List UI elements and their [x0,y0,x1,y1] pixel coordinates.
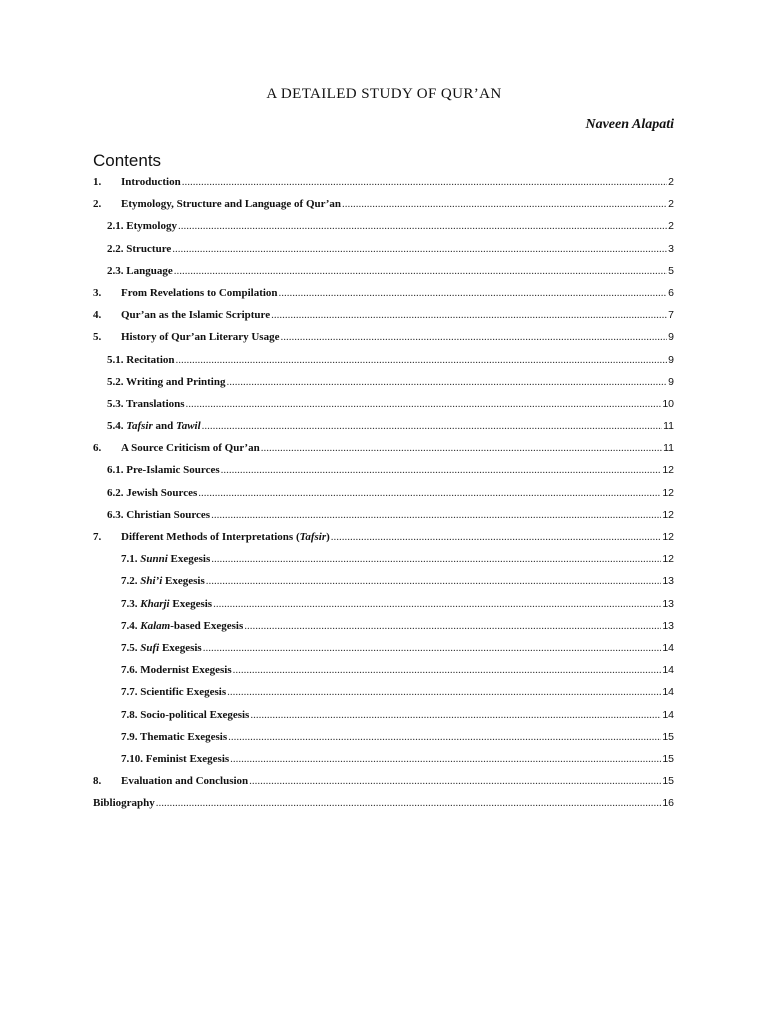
toc-dot-leader [280,326,667,348]
toc-entry-label: 7.3. Kharji Exegesis [121,597,213,610]
toc-entry-page: 3 [668,242,674,255]
toc-dot-leader [156,792,662,814]
toc-entry[interactable] [93,349,674,371]
toc-entry[interactable] [93,770,674,792]
toc-dot-leader [198,482,661,504]
toc-entry-page: 13 [662,597,674,610]
toc-entry[interactable] [93,548,674,570]
toc-entry[interactable] [93,504,674,526]
toc-entry-page: 12 [662,553,674,566]
toc-dot-leader [206,570,662,592]
toc-dot-leader [174,260,667,282]
toc-entry-page: 2 [668,198,674,211]
toc-entry[interactable] [93,459,674,481]
toc-entry-label: 6.1. Pre-Islamic Sources [107,464,220,477]
toc-entry-number: 7. [93,531,102,543]
toc-entry-page: 9 [668,375,674,388]
toc-entry-number: 6. [93,442,102,455]
toc-entry[interactable] [93,482,674,504]
toc-entry[interactable] [93,193,674,215]
toc-entry-page: 11 [663,420,674,433]
toc-entry[interactable] [93,371,674,393]
toc-entry-page: 14 [662,686,674,699]
toc-entry-label: 7.10. Feminist Exegesis [121,752,230,765]
toc-entry-label: 7.4. Kalam-based Exegesis [121,619,244,632]
toc-entry[interactable] [93,415,674,437]
toc-dot-leader [244,615,661,637]
toc-entry[interactable] [93,637,674,659]
toc-entry-label: 2.2. Structure [107,242,172,255]
toc-dot-leader [172,238,667,260]
toc-dot-leader [331,526,662,548]
toc-entry-number: 5. [93,331,102,344]
toc-entry-page: 13 [662,575,674,588]
toc-entry-label: From Revelations to Compilation [121,286,278,299]
toc-dot-leader [271,304,667,326]
toc-entry[interactable] [93,260,674,282]
contents-heading: Contents [93,151,162,170]
toc-entry-label: A Source Criticism of Qur’an [121,442,260,455]
toc-entry-page: 14 [662,664,674,677]
toc-dot-leader [211,504,661,526]
toc-entry-label: Qur’an as the Islamic Scripture [121,309,271,322]
toc-entry-label: 7.7. Scientific Exegesis [121,686,227,699]
toc-dot-leader [233,659,662,681]
toc-entry-page: 11 [663,442,674,455]
toc-entry-label: 5.4. Tafsir and Tawil [107,420,201,433]
toc-entry[interactable] [93,659,674,681]
toc-entry-label: Etymology, Structure and Language of Qur’an [121,198,342,211]
toc-entry-number: 3. [93,286,102,299]
toc-entry[interactable] [93,171,674,193]
toc-entry-label: 2.3. Language [107,264,173,277]
toc-entry-number: 8. [93,775,102,788]
toc-dot-leader [279,282,668,304]
toc-entry-label: 7.2. Shi’i Exegesis [121,575,205,588]
toc-dot-leader [221,459,662,481]
toc-entry-label: 7.8. Socio-political Exegesis [121,708,250,721]
toc-entry-number: 1. [93,176,102,188]
toc-entry-label: 6.3. Christian Sources [107,508,211,521]
toc-entry[interactable] [93,792,674,814]
toc-entry-label: 5.1. Recitation [107,353,175,366]
toc-entry-page: 2 [668,176,674,188]
toc-entry-number: 4. [93,309,102,322]
toc-entry-label: 5.3. Translations [107,397,185,410]
toc-entry-label: History of Qur’an Literary Usage [121,331,280,344]
toc-dot-leader [211,548,661,570]
toc-dot-leader [228,726,661,748]
toc-entry-label: 6.2. Jewish Sources [107,486,198,499]
table-of-contents [93,171,674,814]
toc-entry[interactable] [93,570,674,592]
toc-entry-page: 5 [668,264,674,277]
toc-entry-page: 12 [662,508,674,521]
toc-entry-label: 5.2. Writing and Printing [107,375,226,388]
toc-dot-leader [226,371,667,393]
toc-entry[interactable] [93,704,674,726]
toc-entry[interactable] [93,238,674,260]
toc-entry[interactable] [93,726,674,748]
author-name: Naveen Alapati [585,117,674,132]
toc-entry-page: 14 [662,708,674,721]
toc-entry-page: 2 [668,220,674,233]
toc-entry-label: 2.1. Etymology [107,220,177,233]
toc-entry[interactable] [93,215,674,237]
toc-entry-label: Introduction [121,176,181,188]
toc-entry-page: 15 [662,752,674,765]
toc-entry-label: 7.5. Sufi Exegesis [121,641,202,654]
toc-dot-leader [213,593,661,615]
toc-entry-label: Evaluation and Conclusion [121,775,249,788]
toc-entry-page: 15 [662,775,674,788]
toc-entry[interactable] [93,615,674,637]
toc-entry-page: 12 [662,531,674,543]
document-title: A DETAILED STUDY OF QUR’AN [266,86,502,102]
toc-dot-leader [182,171,667,193]
toc-entry[interactable] [93,681,674,703]
toc-dot-leader [342,193,667,215]
toc-dot-leader [176,349,668,371]
toc-entry-page: 12 [662,486,674,499]
toc-entry[interactable] [93,304,674,326]
toc-entry-label: 7.6. Modernist Exegesis [121,664,232,677]
toc-dot-leader [203,637,662,659]
toc-entry[interactable] [93,326,674,348]
toc-entry-page: 6 [668,286,674,299]
toc-entry[interactable] [93,437,674,459]
toc-entry-label: 7.1. Sunni Exegesis [121,553,211,566]
toc-entry-page: 7 [668,309,674,322]
toc-dot-leader [249,770,661,792]
toc-entry-label: 7.9. Thematic Exegesis [121,730,228,743]
toc-dot-leader [186,393,662,415]
toc-dot-leader [178,215,667,237]
toc-entry-page: 9 [668,353,674,366]
toc-entry-page: 13 [662,619,674,632]
toc-entry-page: 12 [662,464,674,477]
toc-dot-leader [227,681,661,703]
toc-entry-page: 10 [662,397,674,410]
toc-dot-leader [250,704,661,726]
toc-entry[interactable] [93,282,674,304]
toc-dot-leader [230,748,661,770]
toc-dot-leader [202,415,662,437]
toc-entry-page: 9 [668,331,674,344]
toc-entry[interactable] [93,748,674,770]
toc-entry-page: 16 [662,797,674,810]
toc-entry-page: 14 [662,641,674,654]
toc-dot-leader [261,437,662,459]
toc-entry[interactable] [93,593,674,615]
toc-entry[interactable] [93,393,674,415]
toc-entry-label: Different Methods of Interpretations (Tafsir) [121,531,330,543]
toc-entry-number: 2. [93,198,102,211]
toc-entry-label: Bibliography [93,797,155,810]
toc-entry-page: 15 [662,730,674,743]
toc-entry[interactable] [93,526,674,548]
